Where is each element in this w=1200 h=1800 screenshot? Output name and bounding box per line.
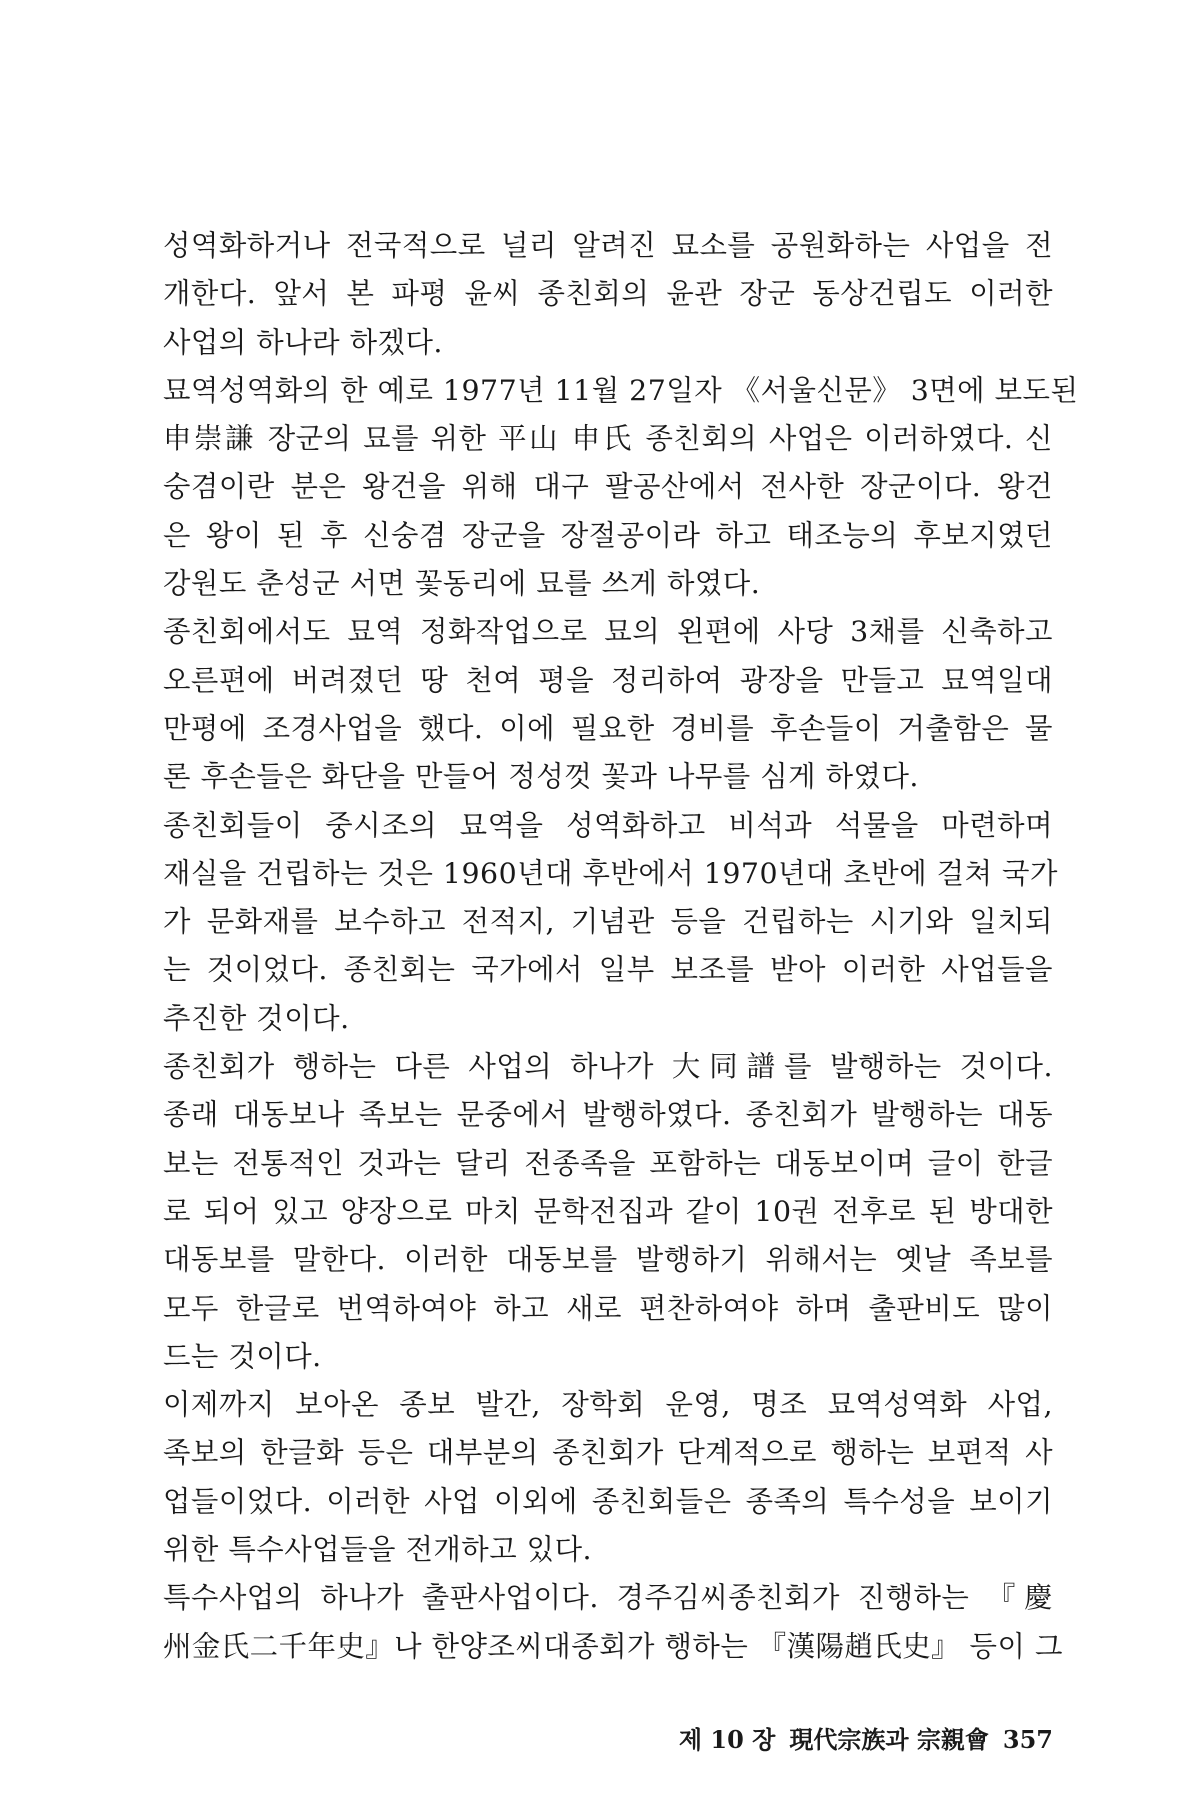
- text-line: 묘역성역화의 한 예로 1977년 11월 27일자 《서울신문》 3면에 보도된: [163, 373, 1079, 407]
- text-line: 申崇謙 장군의 묘를 위한 平山 申氏 종친회의 사업은 이러하였다. 신: [163, 422, 1053, 456]
- body-text: [163, 222, 1079, 1671]
- text-line: 숭겸이란 분은 왕건을 위해 대구 팔공산에서 전사한 장군이다. 왕건: [163, 470, 1053, 504]
- text-line: 사업의 하나라 하겠다.: [163, 325, 443, 359]
- text-line: 보는 전통적인 것과는 달리 전종족을 포함하는 대동보이며 글이 한글: [163, 1146, 1053, 1180]
- page-number: 357: [1002, 1725, 1053, 1754]
- text-line: 족보의 한글화 등은 대부분의 종친회가 단계적으로 행하는 보편적 사: [163, 1436, 1053, 1470]
- text-line: 특수사업의 하나가 출판사업이다. 경주김씨종친회가 진행하는 『慶: [163, 1581, 1053, 1615]
- text-line: 성역화하거나 전국적으로 널리 알려진 묘소를 공원화하는 사업을 전: [163, 229, 1053, 262]
- text-line: 종친회에서도 묘역 정화작업으로 묘의 왼편에 사당 3채를 신축하고: [163, 615, 1053, 649]
- chapter-label: 제 10 장: [678, 1725, 776, 1754]
- text-line: 州金氏二千年史』나 한양조씨대종회가 행하는 『漢陽趙氏史』 등이 그: [163, 1629, 1063, 1663]
- text-line: 드는 것이다.: [163, 1339, 322, 1373]
- text-line: 추진한 것이다.: [163, 1001, 350, 1035]
- text-line: 모두 한글로 번역하여야 하고 새로 편찬하여야 하며 출판비도 많이: [163, 1291, 1053, 1325]
- chapter-title: 現代宗族과 宗親會: [789, 1725, 989, 1754]
- text-line: 만평에 조경사업을 했다. 이에 필요한 경비를 후손들이 거출함은 물: [163, 711, 1053, 745]
- text-line: 대동보를 말한다. 이러한 대동보를 발행하기 위해서는 옛날 족보를: [163, 1243, 1053, 1277]
- text-line: 론 후손들은 화단을 만들어 정성껏 꽃과 나무를 심게 하였다.: [163, 760, 919, 794]
- text-line: 종래 대동보나 족보는 문중에서 발행하였다. 종친회가 발행하는 대동: [163, 1098, 1053, 1132]
- text-line: 은 왕이 된 후 신숭겸 장군을 장절공이라 하고 태조능의 후보지였던: [163, 518, 1053, 552]
- text-line: 오른편에 버려졌던 땅 천여 평을 정리하여 광장을 만들고 묘역일대: [163, 663, 1053, 697]
- text-line: 종친회들이 중시조의 묘역을 성역화하고 비석과 석물을 마련하며: [163, 808, 1053, 842]
- page-footer: [640, 1720, 1053, 1755]
- text-line: 로 되어 있고 양장으로 마치 문학전집과 같이 10권 전후로 된 방대한: [163, 1194, 1053, 1228]
- text-line: 업들이었다. 이러한 사업 이외에 종친회들은 종족의 특수성을 보이기: [163, 1484, 1053, 1518]
- text-line: 이제까지 보아온 종보 발간, 장학회 운영, 명조 묘역성역화 사업,: [163, 1388, 1053, 1422]
- text-line: 개한다. 앞서 본 파평 윤씨 종친회의 윤관 장군 동상건립도 이러한: [163, 277, 1053, 311]
- text-line: 강원도 춘성군 서면 꽃동리에 묘를 쓰게 하였다.: [163, 567, 761, 601]
- text-line: 가 문화재를 보수하고 전적지, 기념관 등을 건립하는 시기와 일치되: [163, 905, 1053, 939]
- text-line: 재실을 건립하는 것은 1960년대 후반에서 1970년대 초반에 걸쳐 국가: [163, 856, 1058, 890]
- text-line: 는 것이었다. 종친회는 국가에서 일부 보조를 받아 이러한 사업들을: [163, 953, 1053, 987]
- text-line: 종친회가 행하는 다른 사업의 하나가 大同譜를 발행하는 것이다.: [163, 1050, 1053, 1084]
- text-line: 위한 특수사업들을 전개하고 있다.: [163, 1533, 593, 1567]
